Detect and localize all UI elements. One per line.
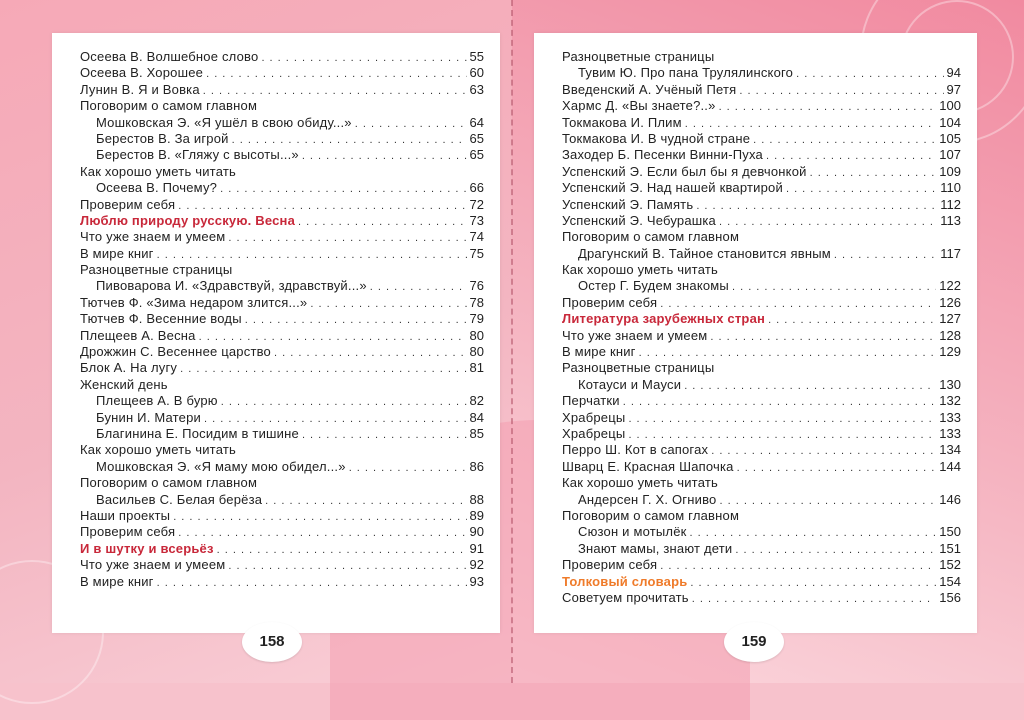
toc-entry-title: Проверим себя	[562, 557, 658, 573]
toc-entry-title: Что уже знаем и умеем	[80, 557, 226, 573]
dot-leader	[692, 591, 937, 607]
toc-entry	[80, 278, 484, 294]
toc-entry	[562, 524, 961, 540]
toc-entry-title: Храбрецы	[562, 425, 626, 441]
toc-entry	[80, 246, 484, 262]
toc-entry	[562, 328, 961, 344]
toc-entry-title: Плещеев А. В бурю	[96, 393, 218, 409]
toc-entry-title: Успенский Э. Чебурашка	[562, 212, 716, 228]
toc-entry-title: Перчатки	[562, 393, 620, 409]
toc-entry-title: Знают мамы, знают дети	[578, 540, 733, 556]
toc-entry-page: 82	[469, 393, 484, 409]
toc-entry-title: Успенский Э. Память	[562, 196, 694, 212]
dot-leader	[732, 279, 936, 295]
dot-leader	[766, 148, 936, 164]
toc-entry	[80, 524, 484, 540]
toc-entry-page: 80	[469, 327, 484, 343]
toc-entry-title: Перро Ш. Кот в сапогах	[562, 442, 709, 458]
toc-entry-page: 122	[939, 278, 961, 294]
toc-entry	[562, 360, 961, 376]
toc-entry	[80, 311, 484, 327]
toc-entry	[80, 82, 484, 98]
dot-leader	[349, 460, 467, 476]
dot-leader	[768, 312, 936, 328]
toc-entry-title: Разноцветные страницы	[80, 262, 233, 278]
toc-entry	[562, 98, 961, 114]
toc-entry-page: 65	[469, 147, 484, 163]
dot-leader	[355, 116, 467, 132]
toc-entry-title: Котауси и Мауси	[578, 376, 682, 392]
toc-entry	[562, 311, 961, 327]
dot-leader	[274, 345, 467, 361]
dot-leader	[710, 329, 936, 345]
toc-entry-title: Разноцветные страницы	[562, 49, 715, 64]
toc-entry	[80, 229, 484, 245]
toc-entry-page: 60	[469, 65, 484, 81]
toc-entry	[80, 213, 484, 229]
dot-leader	[302, 427, 467, 443]
toc-entry	[562, 344, 961, 360]
toc-entry-page: 129	[939, 344, 961, 360]
toc-entry-title: В мире книг	[562, 344, 636, 360]
toc-entry	[80, 557, 484, 573]
toc-entry-page: 80	[469, 344, 484, 360]
toc-entry-page: 89	[469, 507, 484, 523]
dot-leader	[684, 378, 936, 394]
dot-leader	[753, 132, 936, 148]
dot-leader	[628, 427, 936, 443]
toc-entry	[562, 278, 961, 294]
dot-leader	[810, 165, 937, 181]
toc-entry-page: 117	[940, 245, 961, 261]
toc-entry-title: Тютчев Ф. Весенние воды	[80, 311, 242, 327]
toc-entry-page: 90	[469, 524, 484, 540]
toc-entry-page: 65	[469, 130, 484, 146]
toc-entry-page: 144	[939, 458, 961, 474]
dot-leader	[261, 50, 466, 66]
toc-entry-title: Блок А. На лугу	[80, 360, 178, 376]
toc-entry	[562, 557, 961, 573]
toc-entry-page: 76	[469, 278, 484, 294]
dot-leader	[735, 542, 936, 558]
toc-entry	[80, 360, 484, 376]
toc-entry-page: 78	[469, 294, 484, 310]
toc-entry	[562, 410, 961, 426]
toc-entry-title: Поговорим о самом главном	[562, 229, 740, 245]
toc-entry	[80, 98, 484, 114]
dot-leader	[685, 116, 937, 132]
dot-leader	[265, 493, 466, 509]
toc-entry	[80, 426, 484, 442]
toc-entry	[80, 492, 484, 508]
toc-entry-page: 73	[469, 212, 484, 228]
toc-entry	[562, 377, 961, 393]
toc-entry-page: 152	[939, 557, 961, 573]
toc-entry	[562, 508, 961, 524]
dot-leader	[719, 214, 937, 230]
toc-entry-title: Введенский А. Учёный Петя	[562, 81, 737, 97]
toc-entry-title: Хармс Д. «Вы знаете?..»	[562, 98, 716, 114]
dot-leader	[206, 66, 466, 82]
toc-entry-title: Что уже знаем и умеем	[562, 327, 708, 343]
toc-entry-title: Советуем прочитать	[562, 589, 689, 605]
toc-entry-title: Храбрецы	[562, 409, 626, 425]
toc-entry	[562, 442, 961, 458]
toc-entry-page: 133	[939, 425, 961, 441]
toc-entry-title: Плещеев А. Весна	[80, 327, 196, 343]
dot-leader	[719, 99, 937, 115]
toc-entry-title: Мошковская Э. «Я маму мою обидел...»	[96, 458, 346, 474]
toc-entry	[80, 262, 484, 278]
toc-entry	[80, 377, 484, 393]
toc-entry	[80, 131, 484, 147]
toc-entry-title: Тютчев Ф. «Зима недаром злится...»	[80, 294, 308, 310]
dot-leader	[834, 247, 937, 263]
right-page	[534, 33, 977, 633]
dot-leader	[786, 181, 937, 197]
toc-entry	[80, 508, 484, 524]
toc-entry-title: Поговорим о самом главном	[80, 475, 258, 491]
toc-entry-title: Как хорошо уметь читать	[80, 442, 236, 458]
toc-entry-title: В мире книг	[80, 245, 154, 261]
toc-entry-title: Пивоварова И. «Здравствуй, здравствуй...»	[96, 278, 367, 294]
toc-entry-page: 109	[939, 163, 961, 179]
toc-entry	[562, 197, 961, 213]
table-of-contents-right	[562, 49, 961, 606]
toc-entry-page: 113	[940, 212, 961, 228]
dot-leader	[660, 296, 936, 312]
toc-entry-page: 132	[939, 393, 961, 409]
toc-entry-title: Бунин И. Матери	[96, 409, 201, 425]
dot-leader	[696, 198, 937, 214]
toc-entry-title: Проверим себя	[562, 294, 658, 310]
toc-entry-page: 88	[469, 491, 484, 507]
toc-entry-page: 105	[939, 130, 961, 146]
dot-leader	[199, 329, 467, 345]
toc-entry-page: 151	[939, 540, 961, 556]
dot-leader	[690, 575, 936, 591]
dot-leader	[639, 345, 937, 361]
dot-leader	[370, 279, 467, 295]
toc-entry	[80, 475, 484, 491]
toc-entry-title: Поговорим о самом главном	[80, 98, 258, 114]
page-number-right: 159	[724, 622, 784, 662]
toc-entry-title: Берестов В. «Гляжу с высоты...»	[96, 147, 299, 163]
toc-entry-page: 154	[939, 573, 961, 589]
dot-leader	[232, 132, 467, 148]
toc-entry-page: 126	[939, 294, 961, 310]
toc-entry-title: Заходер Б. Песенки Винни-Пуха	[562, 147, 763, 163]
toc-entry	[562, 295, 961, 311]
toc-entry	[562, 229, 961, 245]
toc-entry	[80, 65, 484, 81]
table-of-contents-left	[80, 49, 484, 590]
toc-entry	[80, 541, 484, 557]
toc-entry-page: 146	[939, 491, 961, 507]
dot-leader	[298, 214, 466, 230]
dot-leader	[220, 181, 466, 197]
toc-entry-title: Успенский Э. Над нашей квартирой	[562, 180, 783, 196]
book-spine	[511, 0, 513, 683]
dot-leader	[203, 83, 467, 99]
toc-entry-page: 130	[939, 376, 961, 392]
toc-entry-title: Толковый словарь	[562, 573, 688, 589]
toc-entry	[562, 246, 961, 262]
toc-entry	[562, 426, 961, 442]
toc-entry	[80, 344, 484, 360]
toc-entry-title: Осеева В. Хорошее	[80, 65, 204, 81]
toc-entry-title: Проверим себя	[80, 196, 176, 212]
dot-leader	[178, 525, 466, 541]
dot-leader	[178, 198, 466, 214]
dot-leader	[221, 394, 467, 410]
toc-entry	[80, 295, 484, 311]
dot-leader	[157, 575, 467, 591]
dot-leader	[217, 542, 467, 558]
dot-leader	[711, 443, 936, 459]
toc-entry-title: Женский день	[80, 376, 168, 392]
toc-entry-title: Как хорошо уметь читать	[562, 475, 718, 491]
toc-entry	[562, 65, 961, 81]
dot-leader	[204, 411, 467, 427]
dot-leader	[796, 66, 943, 82]
toc-entry-title: Наши проекты	[80, 507, 171, 523]
toc-entry-page: 75	[469, 245, 484, 261]
toc-entry	[80, 393, 484, 409]
toc-entry-page: 150	[939, 524, 961, 540]
toc-entry	[80, 115, 484, 131]
toc-entry	[80, 574, 484, 590]
toc-entry-page: 104	[939, 114, 961, 130]
toc-entry-page: 64	[469, 114, 484, 130]
dot-leader	[739, 83, 943, 99]
toc-entry-page: 100	[939, 98, 961, 114]
toc-entry-page: 92	[469, 557, 484, 573]
toc-entry-title: Как хорошо уметь читать	[562, 262, 718, 278]
toc-entry	[562, 492, 961, 508]
toc-entry	[562, 590, 961, 606]
toc-entry-title: Разноцветные страницы	[562, 360, 715, 376]
toc-entry-page: 127	[939, 311, 961, 327]
toc-entry-page: 72	[469, 196, 484, 212]
toc-entry	[562, 459, 961, 475]
toc-entry-title: Люблю природу русскую. Весна	[80, 212, 296, 228]
toc-entry-title: Токмакова И. Плим	[562, 114, 682, 130]
toc-entry-page: 81	[469, 360, 484, 376]
dot-leader	[310, 296, 466, 312]
toc-entry	[80, 164, 484, 180]
toc-entry	[80, 49, 484, 65]
toc-entry-page: 55	[469, 49, 484, 64]
toc-entry-page: 91	[469, 540, 484, 556]
toc-entry	[562, 82, 961, 98]
toc-entry-page: 66	[469, 180, 484, 196]
toc-entry-page: 84	[469, 409, 484, 425]
toc-entry	[562, 262, 961, 278]
toc-entry-title: Мошковская Э. «Я ушёл в свою обиду...»	[96, 114, 352, 130]
toc-entry-title: Тувим Ю. Про пана Трулялинского	[578, 65, 794, 81]
toc-entry-page: 97	[946, 81, 961, 97]
dot-leader	[628, 411, 936, 427]
toc-entry	[562, 541, 961, 557]
toc-entry	[562, 115, 961, 131]
toc-entry-title: Андерсен Г. Х. Огниво	[578, 491, 717, 507]
toc-entry-page: 79	[469, 311, 484, 327]
dot-leader	[173, 509, 466, 525]
dot-leader	[180, 361, 466, 377]
dot-leader	[157, 247, 467, 263]
dot-leader	[228, 558, 466, 574]
toc-entry-page: 63	[469, 81, 484, 97]
toc-entry	[562, 213, 961, 229]
toc-entry	[562, 393, 961, 409]
toc-entry	[80, 197, 484, 213]
toc-entry-title: Проверим себя	[80, 524, 176, 540]
toc-entry-title: Токмакова И. В чудной стране	[562, 130, 751, 146]
toc-entry	[80, 410, 484, 426]
toc-entry	[562, 574, 961, 590]
toc-entry-page: 93	[469, 573, 484, 589]
toc-entry-title: Остер Г. Будем знакомы	[578, 278, 729, 294]
toc-entry-title: В мире книг	[80, 573, 154, 589]
toc-entry-title: Что уже знаем и умеем	[80, 229, 226, 245]
toc-entry-title: И в шутку и всерьёз	[80, 540, 214, 556]
toc-entry	[80, 328, 484, 344]
toc-entry-title: Шварц Е. Красная Шапочка	[562, 458, 734, 474]
toc-entry-title: Васильев С. Белая берёза	[96, 491, 263, 507]
toc-entry-page: 110	[940, 180, 961, 196]
page-number-left: 158	[242, 622, 302, 662]
dot-leader	[228, 230, 466, 246]
toc-entry-title: Успенский Э. Если был бы я девчонкой	[562, 163, 807, 179]
toc-entry-page: 128	[939, 327, 961, 343]
toc-entry-title: Сюзон и мотылёк	[578, 524, 687, 540]
toc-entry-page: 94	[946, 65, 961, 81]
toc-entry-title: Литература зарубежных стран	[562, 311, 766, 327]
toc-entry-page: 107	[939, 147, 961, 163]
toc-entry-title: Поговорим о самом главном	[562, 507, 740, 523]
toc-entry	[80, 442, 484, 458]
dot-leader	[623, 394, 937, 410]
toc-entry	[562, 164, 961, 180]
toc-entry-title: Как хорошо уметь читать	[80, 163, 236, 179]
toc-entry-page: 86	[469, 458, 484, 474]
toc-entry	[80, 459, 484, 475]
toc-entry-title: Благинина Е. Посидим в тишине	[96, 425, 299, 441]
toc-entry-title: Лунин В. Я и Вовка	[80, 81, 200, 97]
dot-leader	[719, 493, 936, 509]
toc-entry	[562, 180, 961, 196]
toc-entry-page: 74	[469, 229, 484, 245]
toc-entry	[562, 147, 961, 163]
toc-entry-page: 112	[940, 196, 961, 212]
toc-entry-title: Дрожжин С. Весеннее царство	[80, 344, 271, 360]
toc-entry	[562, 131, 961, 147]
dot-leader	[690, 525, 937, 541]
dot-leader	[660, 558, 936, 574]
toc-entry-title: Осеева В. Почему?	[96, 180, 218, 196]
toc-entry	[562, 475, 961, 491]
toc-entry-page: 85	[469, 425, 484, 441]
toc-entry	[80, 180, 484, 196]
left-page	[52, 33, 500, 633]
toc-entry	[80, 147, 484, 163]
toc-entry-title: Осеева В. Волшебное слово	[80, 49, 259, 64]
toc-entry-page: 134	[939, 442, 961, 458]
toc-entry-title: Берестов В. За игрой	[96, 130, 229, 146]
dot-leader	[737, 460, 937, 476]
toc-entry-page: 133	[939, 409, 961, 425]
dot-leader	[245, 312, 467, 328]
toc-entry-title: Драгунский В. Тайное становится явным	[578, 245, 831, 261]
toc-entry	[562, 49, 961, 65]
dot-leader	[302, 148, 467, 164]
toc-entry-page: 156	[939, 589, 961, 605]
